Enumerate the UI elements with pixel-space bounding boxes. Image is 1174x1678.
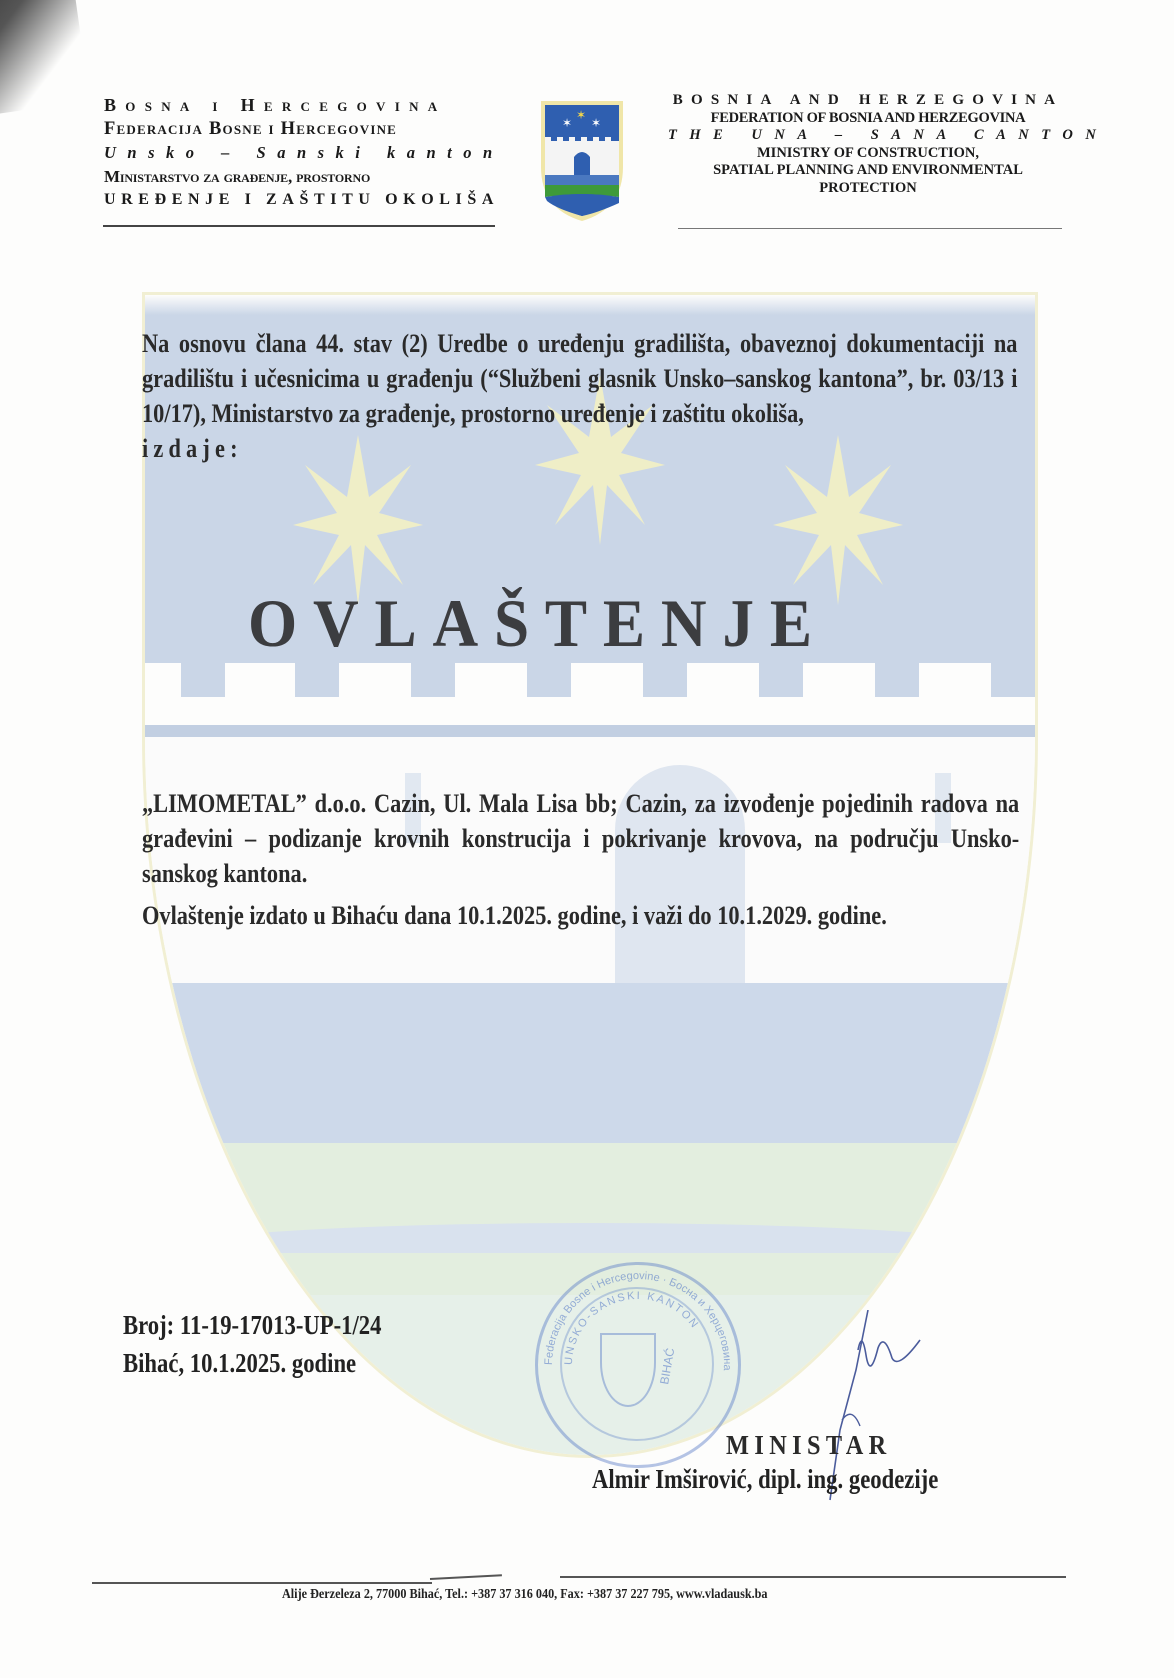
issues-label: izdaje: <box>142 434 243 463</box>
svg-text:✶: ✶ <box>591 116 602 130</box>
grant-paragraph: „LIMOMETAL” d.o.o. Cazin, Ul. Mala Lisa bb; Cazin, za izvođenje pojedinih radova na građevini – podizanje krovnih konstrucija i pokrivanje krovova, na području Unsko-sanskog kantona. <box>142 789 1020 888</box>
signatory-name: Almir Imširović, dipl. ing. geodezije <box>592 1464 939 1494</box>
svg-text:✶: ✶ <box>562 116 573 130</box>
document-title: OVLAŠTENJE <box>248 585 828 661</box>
coat-of-arms-icon <box>537 97 627 225</box>
place-and-date: Bihać, 10.1.2025. godine <box>123 1348 357 1378</box>
stamp-city: BIHAĆ <box>657 1346 678 1386</box>
header-divider-right <box>678 228 1062 229</box>
ministry-name-local-2: UREĐENJE I ZAŠTITU OKOLIŠA <box>104 191 499 208</box>
stamp-text <box>538 1265 738 1465</box>
svg-text:✶: ✶ <box>576 108 587 122</box>
footer-divider <box>430 1574 502 1580</box>
signatory-title: MINISTAR <box>726 1430 892 1460</box>
legal-basis-paragraph <box>142 326 1017 466</box>
canton-name-local: Unsko – Sanski kanton <box>104 143 504 162</box>
header-divider-left <box>103 225 495 227</box>
stamp-middle-text: UNSKO-SANSKI KANTON <box>562 1289 702 1366</box>
authorization-details <box>142 786 1019 933</box>
validity-paragraph: Ovlaštenje izdato u Bihaću dana 10.1.2025. godine, i važi do 10.1.2029. godine. <box>142 901 887 930</box>
document-body <box>142 326 1018 466</box>
ministry-name-en-3: PROTECTION <box>819 179 917 196</box>
country-name-local: Bosna i Hercegovina <box>104 95 447 115</box>
ministry-name-local-1: Ministarstvo za građenje, prostorno <box>104 166 371 186</box>
footer-contact-info: Alije Đerzeleza 2, 77000 Bihać, Tel.: +387 37 316 040, Fax: +387 37 227 795, www.vladausk.ba <box>282 1587 768 1602</box>
ministry-name-en-2: SPATIAL PLANNING AND ENVIRONMENTAL <box>713 162 1023 179</box>
country-name-en: BOSNIA AND HERZEGOVINA <box>672 92 1064 108</box>
federation-name-en: FEDERATION OF BOSNIA AND HERZEGOVINA <box>710 109 1026 126</box>
legal-basis-text: Na osnovu člana 44. stav (2) Uredbe o uređenju gradilišta, obaveznoj dokumentaciji na gradilištu i učesnicima u građenju (“Službeni glasnik Unsko–sanskog kantona”, br. 03/13 i 10/17), Ministarstvo za građenje, prostorno uređenje i zaštitu okoliša, <box>142 329 1018 428</box>
footer-divider <box>92 1582 432 1584</box>
official-stamp <box>535 1262 741 1468</box>
federation-name-local: Federacija Bosne i Hercegovine <box>104 118 398 139</box>
stamp-outer-text: Federacija Bosne i Hercegovine · Босна и Херцеговина <box>542 1269 734 1371</box>
letterhead-local <box>104 94 504 212</box>
footer-divider <box>560 1576 1066 1578</box>
reference-block <box>123 1306 381 1382</box>
canton-name-en: THE UNA – SANA CANTON <box>668 127 1109 144</box>
ministry-name-en-1: MINISTRY OF CONSTRUCTION, <box>757 144 979 161</box>
reference-number: Broj: 11-19-17013-UP-1/24 <box>123 1310 382 1340</box>
letterhead <box>0 0 1174 240</box>
letterhead-english <box>668 92 1109 198</box>
